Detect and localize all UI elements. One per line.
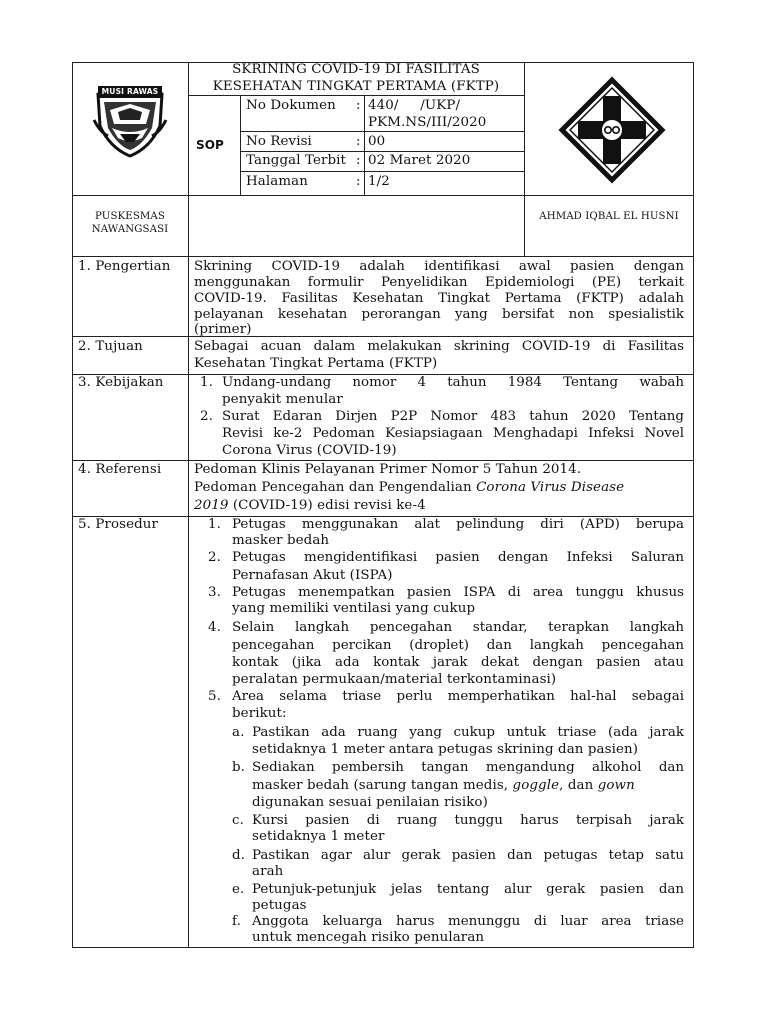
meta-label-no-dokumen: No Dokumen — [246, 98, 336, 113]
sub-b-line2-text-1: masker bedah (sarung tangan medis, — [252, 778, 513, 793]
referensi-line-1: Pedoman Klinis Pelayanan Primer Nomor 5 Tahun 2014. — [194, 462, 582, 477]
meta-sep-tanggal-terbit: : — [356, 153, 361, 168]
header-divider-right — [524, 62, 525, 256]
org-name-line1: PUSKESMAS — [95, 211, 165, 222]
prosedur-sub-f-num: f. — [232, 914, 241, 929]
meta-value-no-revisi: 00 — [368, 134, 386, 149]
meta-label-no-revisi: No Revisi — [246, 134, 312, 149]
title-divider — [188, 95, 524, 96]
prosedur-sub-b-line2 — [252, 778, 635, 794]
prosedur-sub-e-num: e. — [232, 882, 245, 897]
meta-row-line-3 — [240, 171, 524, 172]
section-label-pengertian: 1. Pengertian — [78, 259, 171, 274]
row-divider-3 — [72, 460, 694, 461]
prosedur-sub-b-num: b. — [232, 760, 246, 775]
prosedur-sub-b-line1: Sediakan pembersih tangan mengandung alkohol dan — [252, 760, 684, 775]
prosedur-item1-line2: masker bedah — [232, 533, 330, 548]
body-column-divider — [188, 256, 189, 948]
prosedur-sub-f-line1: Anggota keluarga harus menunggu di luar area triase — [252, 914, 684, 929]
prosedur-item5-line1: Area selama triase perlu memperhatikan hal-hal sebagai — [232, 689, 684, 704]
sop-label: SOP — [196, 138, 224, 152]
meta-sep-no-dokumen: : — [356, 98, 361, 113]
sub-b-line2-goggle: goggle — [512, 778, 560, 793]
meta-sep-halaman: : — [356, 174, 361, 189]
header-bottom-divider — [72, 256, 694, 257]
prosedur-item1-line1: Petugas menggunakan alat pelindung diri (APD) berupa — [232, 517, 684, 532]
org-name-line2: NAWANGSASI — [91, 224, 169, 235]
referensi-line-3-text: (COVID-19) edisi revisi ke-4 — [228, 498, 426, 513]
tujuan-line-1: Sebagai acuan dalam melakukan skrining COVID-19 di Fasilitas — [194, 339, 684, 354]
meta-row-line-1 — [240, 131, 524, 132]
referensi-line-3 — [194, 498, 426, 514]
prosedur-item5-line2: berikut: — [232, 706, 287, 721]
sub-b-line2-text-2: , dan — [559, 778, 598, 793]
prosedur-sub-c-line2: setidaknya 1 meter — [252, 829, 385, 844]
referensi-line-3-italic: 2019 — [194, 498, 229, 513]
referensi-line-2-italic: Corona Virus Disease — [476, 480, 625, 495]
referensi-line-2-text: Pedoman Pencegahan dan Pengendalian — [194, 480, 477, 495]
prosedur-sub-c-line1: Kursi pasien di ruang tunggu harus terpisah jarak — [252, 813, 684, 828]
kebijakan-item1-line1: Undang-undang nomor 4 tahun 1984 Tentang wabah — [222, 375, 684, 390]
section-label-referensi: 4. Referensi — [78, 462, 162, 477]
prosedur-sub-e-line1: Petunjuk-petunjuk jelas tentang alur gerak pasien dan — [252, 882, 684, 897]
pengertian-line-5: (primer) — [194, 322, 252, 337]
prosedur-num-5: 5. — [208, 689, 221, 704]
row-divider-1 — [72, 336, 694, 337]
referensi-line-2 — [194, 480, 624, 496]
kebijakan-item2-line1: Surat Edaran Dirjen P2P Nomor 483 tahun 2020 Tentang — [222, 409, 684, 424]
prosedur-sub-d-line2: arah — [252, 864, 284, 879]
meta-value-no-dokumen-2: PKM.NS/III/2020 — [368, 115, 487, 130]
prosedur-item3-line1: Petugas menempatkan pasien ISPA di area tunggu khusus — [232, 585, 684, 600]
prosedur-num-4: 4. — [208, 620, 221, 635]
section-label-prosedur: 5. Prosedur — [78, 517, 158, 532]
prosedur-sub-f-line2: untuk mencegah risiko penularan — [252, 930, 485, 945]
prosedur-num-3: 3. — [208, 585, 221, 600]
prosedur-sub-d-num: d. — [232, 848, 246, 863]
kebijakan-num-2: 2. — [200, 409, 213, 424]
tujuan-line-2: Kesehatan Tingkat Pertama (FKTP) — [194, 356, 438, 371]
document-title-line1: SKRINING COVID-19 DI FASILITAS — [232, 62, 480, 77]
prosedur-item4-line3: kontak (jika ada kontak jarak dekat dengan pasien atau — [232, 655, 684, 670]
puskesmas-logo — [558, 76, 666, 184]
prosedur-num-2: 2. — [208, 550, 221, 565]
prosedur-item2-line2: Pernafasan Akut (ISPA) — [232, 568, 393, 583]
meta-label-halaman: Halaman — [246, 174, 308, 189]
meta-sep-no-revisi: : — [356, 134, 361, 149]
document-title-line2: KESEHATAN TINGKAT PERTAMA (FKTP) — [212, 79, 500, 94]
prosedur-item4-line2: pencegahan percikan (droplet) dan langkah pencegahan — [232, 638, 684, 653]
meta-divider-sop — [240, 95, 241, 195]
signer-name: AHMAD IQBAL EL HUSNI — [539, 211, 679, 222]
header-row-divider — [72, 195, 694, 196]
prosedur-sub-a-num: a. — [232, 725, 245, 740]
meta-divider-value — [364, 95, 365, 195]
pengertian-line-2: menggunakan formulir Penyelidikan Epidemiologi (PE) terkait — [194, 275, 684, 290]
meta-value-halaman: 1/2 — [368, 174, 390, 189]
prosedur-item3-line2: yang memiliki ventilasi yang cukup — [232, 601, 476, 616]
kebijakan-item2-line2: Revisi ke-2 Pedoman Kesiapsiagaan Menghadapi Infeksi Novel — [222, 426, 684, 441]
logo-caption: MUSI RAWAS — [101, 87, 159, 96]
prosedur-item4-line1: Selain langkah pencegahan standar, terapkan langkah — [232, 620, 684, 635]
puskesmas-cross-icon — [558, 76, 666, 184]
prosedur-sub-a-line1: Pastikan ada ruang yang cukup untuk triase (ada jarak — [252, 725, 684, 740]
meta-value-tanggal-terbit: 02 Maret 2020 — [368, 153, 471, 168]
prosedur-sub-a-line2: setidaknya 1 meter antara petugas skrining dan pasien) — [252, 742, 639, 757]
prosedur-num-1: 1. — [208, 517, 221, 532]
section-label-kebijakan: 3. Kebijakan — [78, 375, 164, 390]
prosedur-sub-c-num: c. — [232, 813, 244, 828]
sub-b-line2-gown: gown — [597, 778, 635, 793]
pengertian-line-1: Skrining COVID-19 adalah identifikasi awal pasien dengan — [194, 259, 684, 274]
pengertian-line-3: COVID-19. Fasilitas Kesehatan Tingkat Pertama (FKTP) adalah — [194, 291, 684, 306]
prosedur-item4-line4: peralatan permukaan/material terkontaminasi) — [232, 672, 557, 687]
pengertian-line-4: pelayanan kesehatan perorangan yang bersifat non spesialistik — [194, 307, 684, 322]
meta-value-no-dokumen: 440/ /UKP/ — [368, 98, 461, 113]
prosedur-sub-e-line2: petugas — [252, 898, 307, 913]
meta-label-tanggal-terbit: Tanggal Terbit — [246, 153, 347, 168]
kebijakan-num-1: 1. — [200, 375, 213, 390]
table-border-bottom — [72, 947, 694, 948]
kebijakan-item2-line3: Corona Virus (COVID-19) — [222, 443, 397, 458]
meta-row-line-2 — [240, 151, 524, 152]
sop-document — [72, 62, 694, 948]
prosedur-item2-line1: Petugas mengidentifikasi pasien dengan Infeksi Saluran — [232, 550, 684, 565]
musi-rawas-logo — [90, 80, 170, 160]
section-label-tujuan: 2. Tujuan — [78, 339, 143, 354]
kebijakan-item1-line2: penyakit menular — [222, 392, 343, 407]
prosedur-sub-b-line3: digunakan sesuai penilaian risiko) — [252, 795, 488, 810]
prosedur-sub-d-line1: Pastikan agar alur gerak pasien dan petugas tetap satu — [252, 848, 684, 863]
